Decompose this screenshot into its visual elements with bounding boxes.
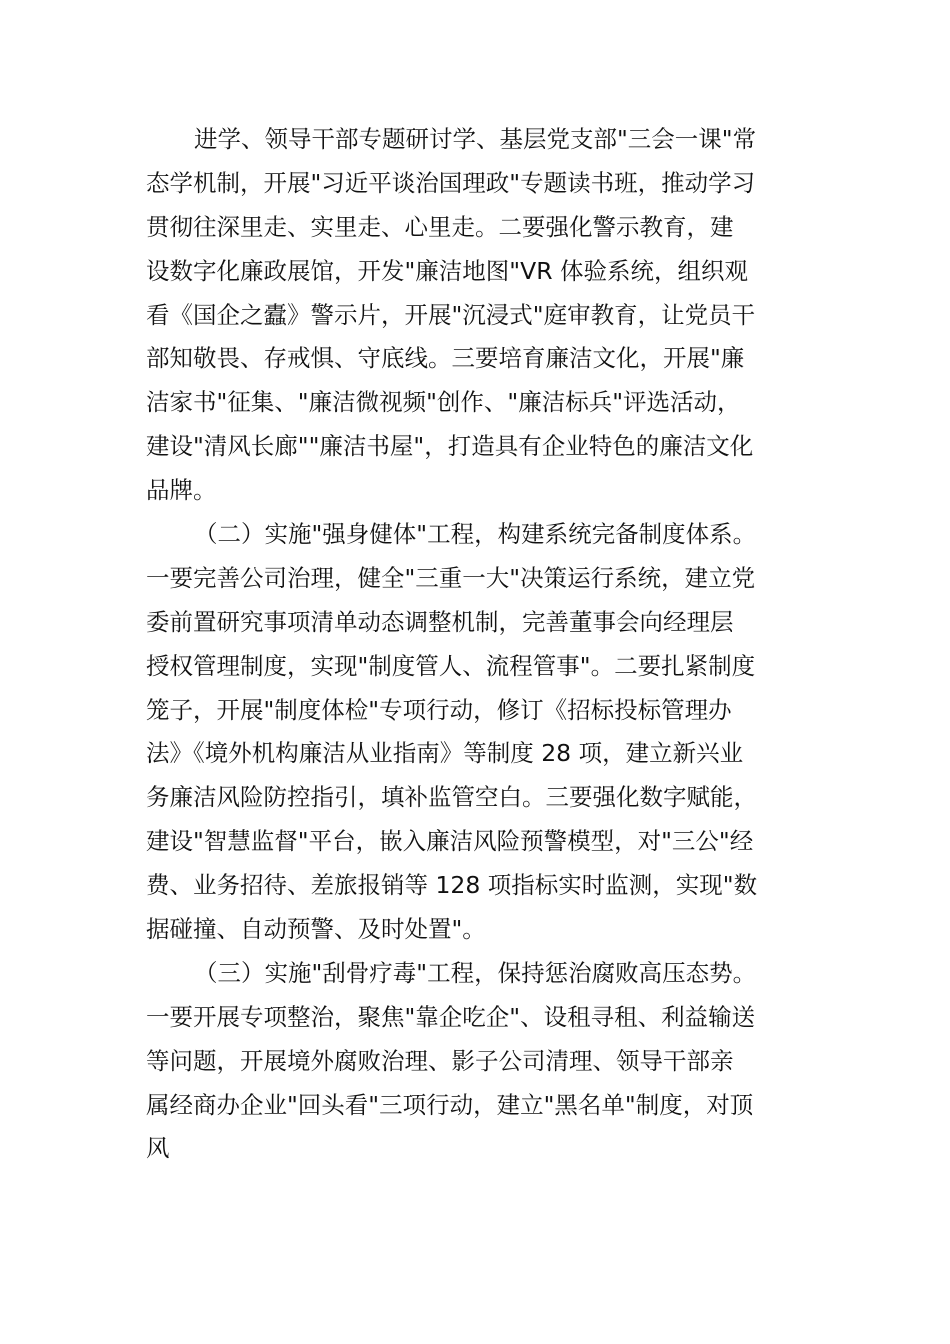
text-line: 授权管理制度，实现"制度管人、流程管事"。二要扎紧制度 xyxy=(146,651,756,680)
text-line: 建设"清风长廊""廉洁书屋"，打造具有企业特色的廉洁文化 xyxy=(146,432,754,461)
text-line: 委前置研究事项清单动态调整机制，完善董事会向经理层 xyxy=(146,607,734,636)
text-line: 据碰撞、自动预警、及时处置"。 xyxy=(146,915,486,944)
text-line: （三）实施"刮骨疗毒"工程，保持惩治腐败高压态势。 xyxy=(194,958,757,987)
text-line: 贯彻往深里走、实里走、心里走。二要强化警示教育，建 xyxy=(146,212,734,241)
text-line: 洁家书"征集、"廉洁微视频"创作、"廉洁标兵"评选活动， xyxy=(146,388,741,417)
text-line: 建设"智慧监督"平台，嵌入廉洁风险预警模型，对"三公"经 xyxy=(146,827,754,856)
body-text xyxy=(146,118,846,1171)
text-line: 态学机制，开展"习近平谈治国理政"专题读书班，推动学习 xyxy=(146,168,756,197)
text-line: 看《国企之蠹》警示片，开展"沉浸式"庭审教育，让党员干 xyxy=(146,300,756,329)
text-line: 风 xyxy=(146,1134,170,1163)
text-line: 属经商办企业"回头看"三项行动，建立"黑名单"制度，对顶 xyxy=(146,1090,754,1119)
text-line: （二）实施"强身健体"工程，构建系统完备制度体系。 xyxy=(194,520,757,549)
text-line: 笼子，开展"制度体检"专项行动，修订《招标投标管理办 xyxy=(146,695,732,724)
text-line: 设数字化廉政展馆，开发"廉洁地图"VR 体验系统，组织观 xyxy=(146,256,748,285)
text-line: 法》《境外机构廉洁从业指南》等制度 28 项，建立新兴业 xyxy=(146,739,744,768)
text-line: 品牌。 xyxy=(146,476,217,505)
text-line: 一要开展专项整治，聚焦"靠企吃企"、设租寻租、利益输送 xyxy=(146,1002,756,1031)
text-line: 费、业务招待、差旅报销等 128 项指标实时监测，实现"数 xyxy=(146,871,758,900)
text-line: 部知敬畏、存戒惧、守底线。三要培育廉洁文化，开展"廉 xyxy=(146,344,745,373)
text-line: 进学、领导干部专题研讨学、基层党支部"三会一课"常 xyxy=(194,125,757,153)
text-line: 等问题，开展境外腐败治理、影子公司清理、领导干部亲 xyxy=(146,1046,734,1075)
text-line: 务廉洁风险防控指引，填补监管空白。三要强化数字赋能， xyxy=(146,783,757,812)
text-line: 一要完善公司治理，健全"三重一大"决策运行系统，建立党 xyxy=(146,563,756,592)
